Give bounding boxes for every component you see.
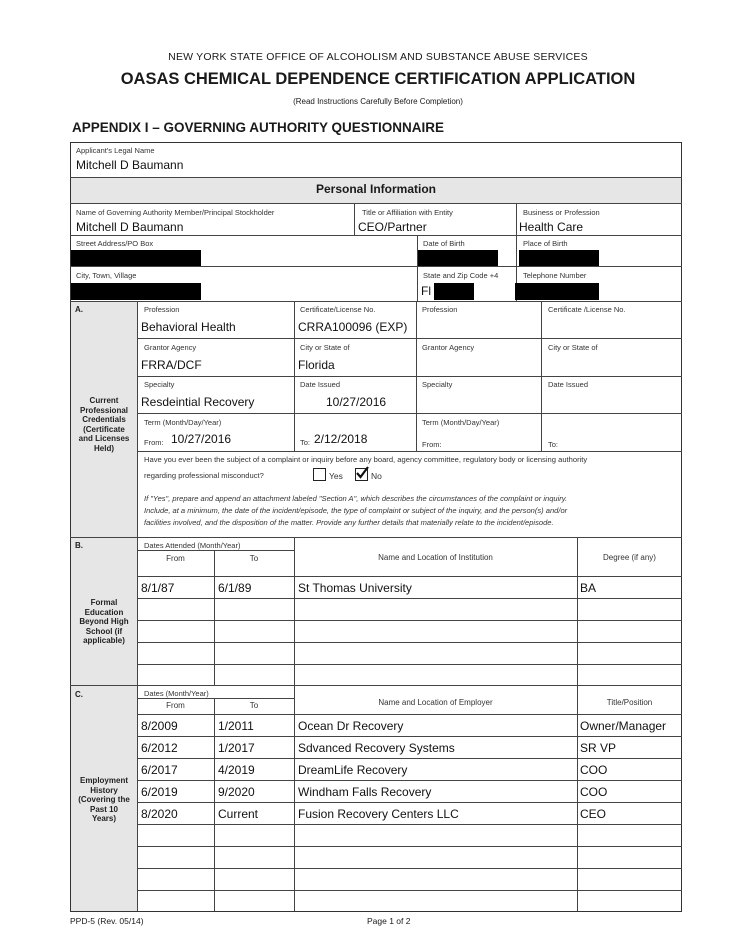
- emp-row-employer[interactable]: Sdvanced Recovery Systems: [298, 741, 455, 755]
- emp-row-to[interactable]: Current: [218, 807, 259, 821]
- institution-header: Name and Location of Institution: [378, 553, 493, 562]
- emp-row-to[interactable]: 1/2011: [218, 719, 254, 733]
- city-state2-label: City or State of: [548, 343, 598, 352]
- emp-row-title[interactable]: SR VP: [580, 741, 617, 755]
- from-label: From:: [144, 438, 164, 447]
- applicant-label: Applicant's Legal Name: [76, 146, 155, 155]
- section-a-note-2: Include, at a minimum, the date of the incident/episode, the type of complaint or subject of the inquiry, and the person(s) and/or: [144, 506, 568, 515]
- title-affiliation-label: Title or Affiliation with Entity: [362, 208, 453, 217]
- form-title: OASAS CHEMICAL DEPENDENCE CERTIFICATION APPLICATION: [120, 70, 636, 88]
- edu-from-header: From: [166, 554, 185, 563]
- specialty-value[interactable]: Resdeintial Recovery: [141, 395, 255, 409]
- date-issued-value[interactable]: 10/27/2016: [326, 395, 387, 409]
- dob-label: Date of Birth: [423, 239, 465, 248]
- city-state-value[interactable]: Florida: [298, 358, 335, 372]
- applicant-name[interactable]: Mitchell D Baumann: [76, 158, 184, 172]
- business-label: Business or Profession: [523, 208, 600, 217]
- to2-label: To:: [548, 440, 559, 449]
- appendix-title: APPENDIX I – GOVERNING AUTHORITY QUESTIONNAIRE: [72, 120, 445, 135]
- profession2-label: Profession: [422, 305, 458, 314]
- redacted-dob: [418, 250, 498, 266]
- grantor-label: Grantor Agency: [144, 343, 197, 352]
- section-a-note-3: facilities involved, and the disposition of the matter. Provide any further details that materially relate to the incident/episode.: [144, 518, 554, 527]
- certificate-label: Certificate/License No.: [300, 305, 376, 314]
- governing-member-label: Name of Governing Authority Member/Principal Stockholder: [76, 208, 275, 217]
- grantor-value[interactable]: FRRA/DCF: [141, 358, 202, 372]
- emp-row-title[interactable]: COO: [580, 785, 608, 799]
- emp-row-title[interactable]: COO: [580, 763, 608, 777]
- dates-label: Dates (Month/Year): [144, 689, 209, 698]
- term-to-value[interactable]: 2/12/2018: [314, 432, 368, 446]
- misconduct-question-2: regarding professional misconduct?: [144, 471, 264, 480]
- specialty2-label: Specialty: [422, 380, 453, 389]
- grantor2-label: Grantor Agency: [422, 343, 475, 352]
- emp-row-from[interactable]: 8/2009: [141, 719, 178, 733]
- agency-name: NEW YORK STATE OFFICE OF ALCOHOLISM AND SUBSTANCE ABUSE SERVICES: [168, 51, 588, 63]
- form-subtitle: (Read Instructions Carefully Before Completion): [293, 97, 463, 106]
- profession-label: Profession: [144, 305, 180, 314]
- section-b-letter: B.: [75, 541, 83, 550]
- certificate-value[interactable]: CRRA100096 (EXP): [298, 320, 408, 334]
- term2-label: Term (Month/Day/Year): [422, 418, 500, 427]
- edu-row-to[interactable]: 6/1/89: [218, 581, 252, 595]
- emp-row-to[interactable]: 9/2020: [218, 785, 255, 799]
- section-b-title: Formal Education Beyond High School (if applicable): [79, 598, 129, 645]
- redacted-zip: [434, 283, 474, 300]
- term-from-value[interactable]: 10/27/2016: [171, 432, 232, 446]
- title-affiliation-value[interactable]: CEO/Partner: [358, 220, 427, 234]
- section-a-note-1: If "Yes", prepare and append an attachment labeled "Section A", which describes the circumstances of the complaint or inquiry.: [144, 494, 568, 503]
- emp-row-to[interactable]: 1/2017: [218, 741, 255, 755]
- business-value[interactable]: Health Care: [519, 220, 584, 234]
- city-label: City, Town, Village: [76, 271, 137, 280]
- emp-to-header: To: [249, 701, 259, 710]
- emp-row-from[interactable]: 8/2020: [141, 807, 178, 821]
- governing-member-name[interactable]: Mitchell D Baumann: [76, 220, 184, 234]
- emp-row-employer[interactable]: DreamLife Recovery: [298, 763, 408, 777]
- pob-label: Place of Birth: [523, 239, 568, 248]
- form-id: PPD-5 (Rev. 05/14): [70, 916, 144, 926]
- edu-row-from[interactable]: 8/1/87: [141, 581, 175, 595]
- section-a-letter: A.: [75, 305, 83, 314]
- term-label: Term (Month/Day/Year): [144, 418, 222, 427]
- yes-checkbox[interactable]: [313, 468, 326, 481]
- emp-row-employer[interactable]: Ocean Dr Recovery: [298, 719, 404, 733]
- to-label: To:: [300, 438, 311, 447]
- emp-row-employer[interactable]: Windham Falls Recovery: [298, 785, 432, 799]
- redacted-phone: [515, 283, 599, 300]
- redacted-pob: [519, 250, 599, 266]
- emp-row-title[interactable]: CEO: [580, 807, 607, 821]
- section-c-title: Employment History (Covering the Past 10 Years): [78, 776, 130, 823]
- employer-header: Name and Location of Employer: [378, 698, 493, 707]
- city-state-label: City or State of: [300, 343, 350, 352]
- misconduct-question: Have you ever been the subject of a complaint or inquiry before any board, agency committee, regulatory body or licensing authority: [144, 455, 588, 464]
- section-a-title: Current Professional Credentials (Certificate and Licenses Held): [78, 396, 130, 453]
- emp-row-from[interactable]: 6/2019: [141, 785, 178, 799]
- title-position-header: Title/Position: [606, 698, 653, 707]
- yes-label: Yes: [329, 471, 343, 481]
- section-c-letter: C.: [75, 690, 83, 699]
- degree-header: Degree (if any): [603, 553, 656, 562]
- redacted-city: [71, 283, 201, 300]
- emp-from-header: From: [166, 701, 185, 710]
- edu-to-header: To: [249, 554, 259, 563]
- phone-label: Telephone Number: [523, 271, 587, 280]
- from2-label: From:: [422, 440, 442, 449]
- no-label: No: [371, 471, 382, 481]
- certificate2-label: Certificate /License No.: [548, 305, 626, 314]
- edu-row-degree[interactable]: BA: [580, 581, 597, 595]
- personal-info-heading: Personal Information: [315, 182, 437, 196]
- specialty-label: Specialty: [144, 380, 175, 389]
- state-zip-label: State and Zip Code +4: [423, 271, 499, 280]
- redacted-street: [71, 250, 201, 267]
- emp-row-to[interactable]: 4/2019: [218, 763, 255, 777]
- profession-value[interactable]: Behavioral Health: [141, 320, 236, 334]
- edu-row-institution[interactable]: St Thomas University: [298, 581, 412, 595]
- date-issued2-label: Date Issued: [548, 380, 589, 389]
- page-number: Page 1 of 2: [367, 916, 411, 926]
- emp-row-from[interactable]: 6/2012: [141, 741, 178, 755]
- emp-row-title[interactable]: Owner/Manager: [580, 719, 667, 733]
- emp-row-from[interactable]: 6/2017: [141, 763, 178, 777]
- checkmark-icon: [355, 466, 369, 480]
- street-label: Street Address/PO Box: [76, 239, 154, 248]
- date-issued-label: Date Issued: [300, 380, 341, 389]
- state-value[interactable]: Fl: [421, 284, 431, 298]
- emp-row-employer[interactable]: Fusion Recovery Centers LLC: [298, 807, 459, 821]
- no-checkbox[interactable]: [355, 468, 368, 481]
- dates-attended-label: Dates Attended (Month/Year): [144, 541, 241, 550]
